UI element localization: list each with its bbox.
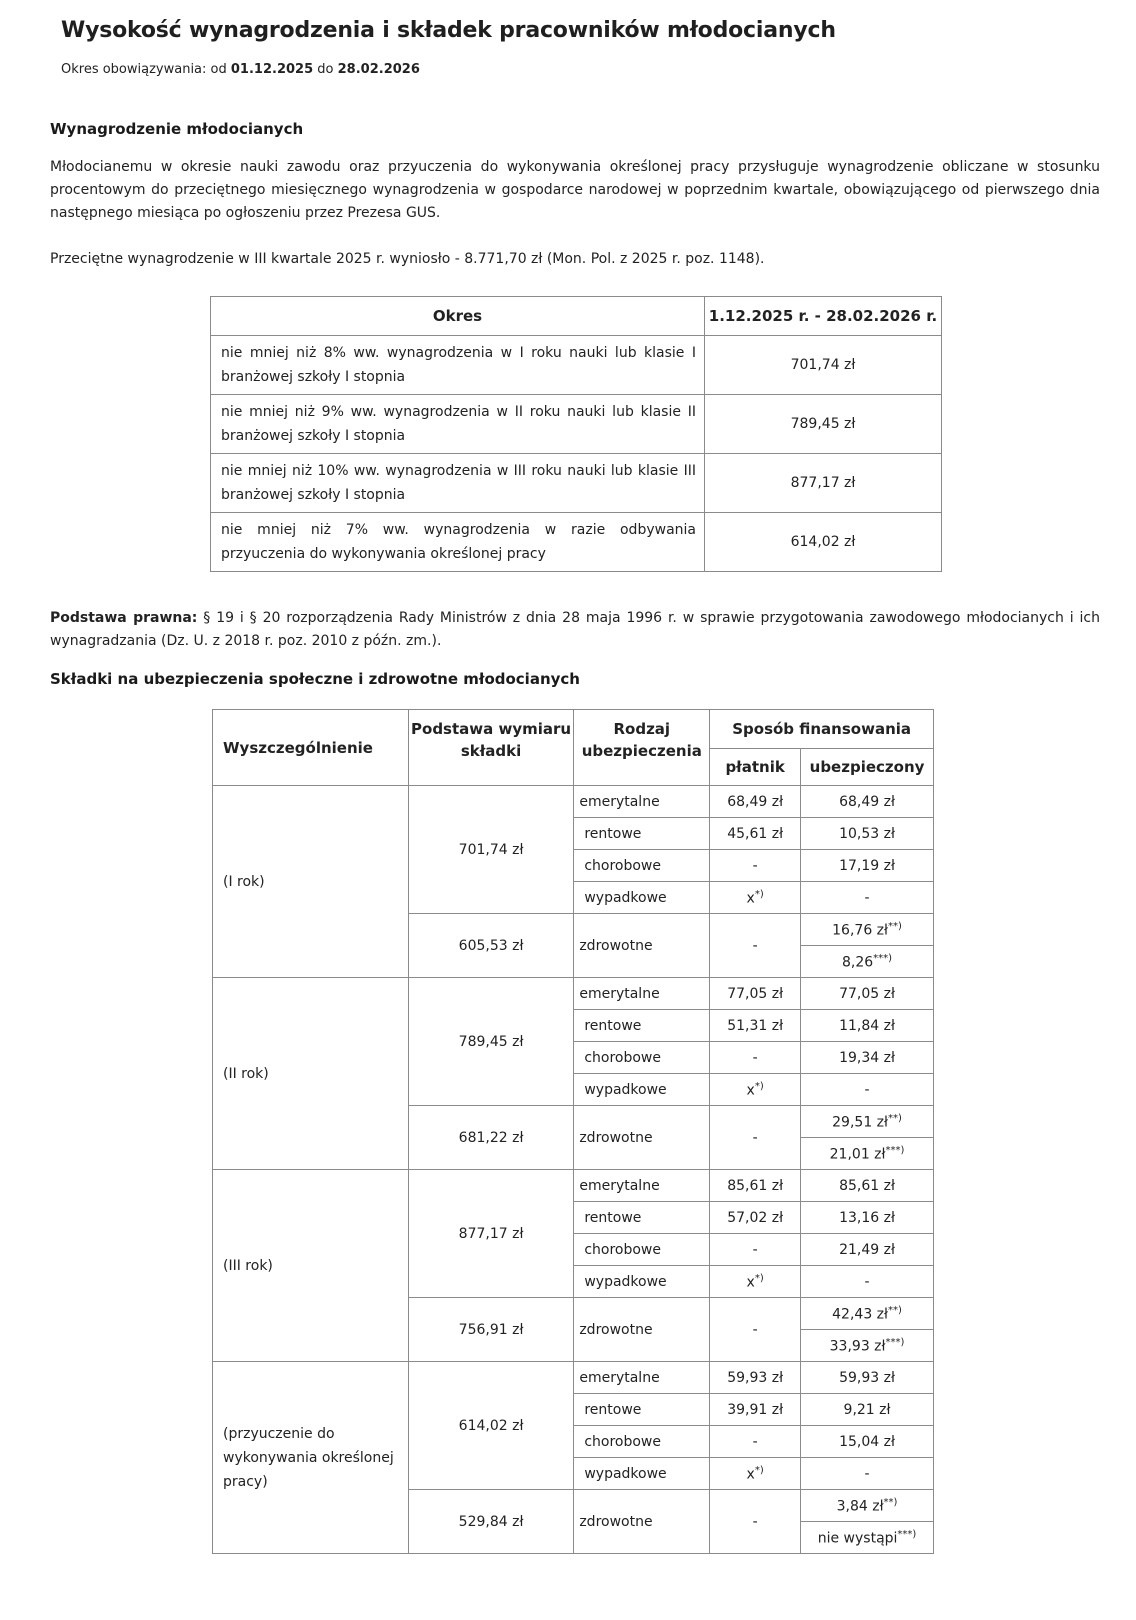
group-label: (przyuczenie do wykonywania określonej pracy)	[213, 1362, 409, 1554]
payer-value	[710, 1074, 801, 1106]
social-base: 877,17 zł	[408, 1170, 574, 1298]
period-from: 01.12.2025	[230, 62, 314, 77]
table-row	[211, 336, 942, 395]
payer-value: 68,49 zł	[710, 786, 801, 818]
insurance-type: rentowe	[574, 1202, 710, 1234]
header-insured: ubezpieczony	[801, 749, 934, 786]
payer-value	[710, 1266, 801, 1298]
insured-value: 9,21 zł	[801, 1394, 934, 1426]
insurance-type: zdrowotne	[574, 1298, 710, 1362]
insurance-type: rentowe	[574, 818, 710, 850]
wage-header-period: Okres	[211, 297, 705, 336]
payer-value	[710, 882, 801, 914]
table-row	[211, 395, 942, 454]
insured-value	[801, 1522, 934, 1554]
legal-basis-text: § 19 i § 20 rozporządzenia Rady Ministrów z dnia 28 maja 1996 r. w sprawie przygotowania zawodowego młodocianych i ich wynagradzania (Dz. U. z 2018 r. poz. 2010 z późn. zm.).	[50, 610, 1100, 649]
payer-value: -	[710, 1234, 801, 1266]
health-insured-value: 42,43 zł	[832, 1306, 888, 1323]
insurance-type: emerytalne	[574, 1362, 710, 1394]
health-base: 605,53 zł	[408, 914, 574, 978]
contrib-section-heading: Składki na ubezpieczenia społeczne i zdrowotne młodocianych	[50, 670, 580, 688]
wage-desc: nie mniej niż 9% ww. wynagrodzenia w II roku nauki lub klasie II branżowej szkoły I stopnia	[211, 395, 705, 454]
contrib-body	[213, 786, 934, 1554]
table-row	[213, 1362, 934, 1394]
social-base: 701,74 zł	[408, 786, 574, 914]
wage-section-heading: Wynagrodzenie młodocianych	[50, 120, 304, 138]
table-row	[211, 513, 942, 572]
header-financing: Sposób finansowania	[710, 710, 934, 749]
insured-value: 17,19 zł	[801, 850, 934, 882]
insurance-type: zdrowotne	[574, 1490, 710, 1554]
insured-value: -	[801, 1458, 934, 1490]
insured-value	[801, 1138, 934, 1170]
table-row	[213, 1170, 934, 1202]
group-label: (III rok)	[213, 1170, 409, 1362]
wage-amount: 789,45 zł	[705, 395, 942, 454]
health-base: 756,91 zł	[408, 1298, 574, 1362]
group-label: (II rok)	[213, 978, 409, 1170]
payer-value: 57,02 zł	[710, 1202, 801, 1234]
footnote-marker: *)	[754, 1272, 764, 1284]
health-insured-value: nie wystąpi	[817, 1530, 898, 1547]
health-base: 681,22 zł	[408, 1106, 574, 1170]
payer-mark: x	[746, 1274, 755, 1291]
wage-amount: 877,17 zł	[705, 454, 942, 513]
footnote-marker: **)	[888, 1304, 902, 1316]
footnote-marker: *)	[754, 1464, 764, 1476]
insured-value	[801, 1490, 934, 1522]
header-item: Wyszczególnienie	[213, 710, 409, 786]
insurance-type: chorobowe	[574, 1426, 710, 1458]
legal-basis	[50, 607, 1100, 653]
payer-value: -	[710, 914, 801, 978]
group-label: (I rok)	[213, 786, 409, 978]
insurance-type: wypadkowe	[574, 1074, 710, 1106]
insured-value: -	[801, 1074, 934, 1106]
social-base: 789,45 zł	[408, 978, 574, 1106]
payer-value: 85,61 zł	[710, 1170, 801, 1202]
header-type: Rodzaj ubezpieczenia	[574, 710, 710, 786]
insured-value: -	[801, 882, 934, 914]
table-row	[211, 454, 942, 513]
payer-value: -	[710, 1426, 801, 1458]
insured-value: 77,05 zł	[801, 978, 934, 1010]
insurance-type: chorobowe	[574, 1042, 710, 1074]
footnote-marker: ***)	[873, 952, 893, 964]
wage-desc: nie mniej niż 8% ww. wynagrodzenia w I roku nauki lub klasie I branżowej szkoły I stopnia	[211, 336, 705, 395]
insured-value: 68,49 zł	[801, 786, 934, 818]
health-insured-value: 3,84 zł	[836, 1498, 884, 1515]
table-row	[213, 978, 934, 1010]
period-to-label: do	[317, 62, 334, 77]
header-payer: płatnik	[710, 749, 801, 786]
insurance-type: zdrowotne	[574, 1106, 710, 1170]
health-insured-value: 16,76 zł	[832, 922, 888, 939]
social-base: 614,02 zł	[408, 1362, 574, 1490]
wage-table	[210, 296, 942, 572]
health-insured-value: 29,51 zł	[832, 1114, 888, 1131]
insured-value: -	[801, 1266, 934, 1298]
wage-desc: nie mniej niż 10% ww. wynagrodzenia w III roku nauki lub klasie III branżowej szkoły I stopnia	[211, 454, 705, 513]
header-base: Podstawa wymiaru składki	[408, 710, 574, 786]
insured-value: 19,34 zł	[801, 1042, 934, 1074]
footnote-marker: **)	[883, 1496, 898, 1508]
wage-paragraph: Młodocianemu w okresie nauki zawodu oraz przyuczenia do wykonywania określonej pracy przysługuje wynagrodzenie obliczane w stosunku procentowym do przeciętnego miesięcznego wynagrodzenia w gospodarce narodowej w poprzednim kwartale, obowiązującego od pierwszego dnia następnego miesiąca po ogłoszeniu przez Prezesa GUS.	[50, 159, 1100, 221]
insurance-type: chorobowe	[574, 1234, 710, 1266]
insurance-type: emerytalne	[574, 978, 710, 1010]
insured-value: 59,93 zł	[801, 1362, 934, 1394]
insured-value: 11,84 zł	[801, 1010, 934, 1042]
insured-value: 21,49 zł	[801, 1234, 934, 1266]
insured-value	[801, 914, 934, 946]
wage-table-header	[211, 297, 942, 336]
period-to: 28.02.2026	[337, 62, 420, 77]
period-label: Okres obowiązywania: od	[61, 62, 227, 77]
insurance-type: emerytalne	[574, 786, 710, 818]
payer-value: -	[710, 1490, 801, 1554]
footnote-marker: **)	[888, 1112, 902, 1124]
payer-value: -	[710, 1042, 801, 1074]
wage-amount: 614,02 zł	[705, 513, 942, 572]
insured-value	[801, 1298, 934, 1330]
insured-value	[801, 1330, 934, 1362]
payer-value: 45,61 zł	[710, 818, 801, 850]
insured-value: 13,16 zł	[801, 1202, 934, 1234]
payer-value: -	[710, 850, 801, 882]
average-wage-text: Przeciętne wynagrodzenie w III kwartale 2025 r. wyniosło - 8.771,70 zł (Mon. Pol. z 2025 r. poz. 1148).	[50, 251, 765, 267]
footnote-marker: ***)	[897, 1528, 917, 1540]
insured-value: 15,04 zł	[801, 1426, 934, 1458]
insurance-type: wypadkowe	[574, 1458, 710, 1490]
insurance-type: wypadkowe	[574, 1266, 710, 1298]
insurance-type: rentowe	[574, 1010, 710, 1042]
health-insured-value: 33,93 zł	[829, 1338, 886, 1355]
payer-mark: x	[746, 890, 755, 907]
payer-value: 77,05 zł	[710, 978, 801, 1010]
insurance-type: zdrowotne	[574, 914, 710, 978]
payer-mark: x	[746, 1466, 755, 1483]
health-base: 529,84 zł	[408, 1490, 574, 1554]
footnote-marker: *)	[754, 888, 764, 900]
footnote-marker: *)	[754, 1080, 764, 1092]
page-title: Wysokość wynagrodzenia i składek pracowników młodocianych	[61, 18, 836, 43]
health-insured-value: 21,01 zł	[829, 1146, 886, 1163]
footnote-marker: ***)	[885, 1336, 905, 1348]
contrib-header-row	[213, 710, 934, 749]
payer-value: 51,31 zł	[710, 1010, 801, 1042]
legal-basis-label: Podstawa prawna:	[50, 610, 198, 626]
payer-value: -	[710, 1106, 801, 1170]
payer-mark: x	[746, 1082, 755, 1099]
wage-header-dates: 1.12.2025 r. - 28.02.2026 r.	[705, 297, 942, 336]
insurance-type: emerytalne	[574, 1170, 710, 1202]
payer-value	[710, 1458, 801, 1490]
payer-value: -	[710, 1298, 801, 1362]
footnote-marker: **)	[888, 920, 902, 932]
payer-value: 59,93 zł	[710, 1362, 801, 1394]
insurance-type: wypadkowe	[574, 882, 710, 914]
insured-value	[801, 1106, 934, 1138]
wage-desc: nie mniej niż 7% ww. wynagrodzenia w razie odbywania przyuczenia do wykonywania określonej pracy	[211, 513, 705, 572]
payer-value: 39,91 zł	[710, 1394, 801, 1426]
contributions-table	[212, 709, 934, 1554]
health-insured-value: 8,26	[841, 954, 874, 971]
insurance-type: chorobowe	[574, 850, 710, 882]
insured-value: 85,61 zł	[801, 1170, 934, 1202]
insured-value	[801, 946, 934, 978]
footnote-marker: ***)	[885, 1144, 905, 1156]
table-row	[213, 786, 934, 818]
wage-amount: 701,74 zł	[705, 336, 942, 395]
insurance-type: rentowe	[574, 1394, 710, 1426]
validity-period	[61, 62, 420, 77]
insured-value: 10,53 zł	[801, 818, 934, 850]
